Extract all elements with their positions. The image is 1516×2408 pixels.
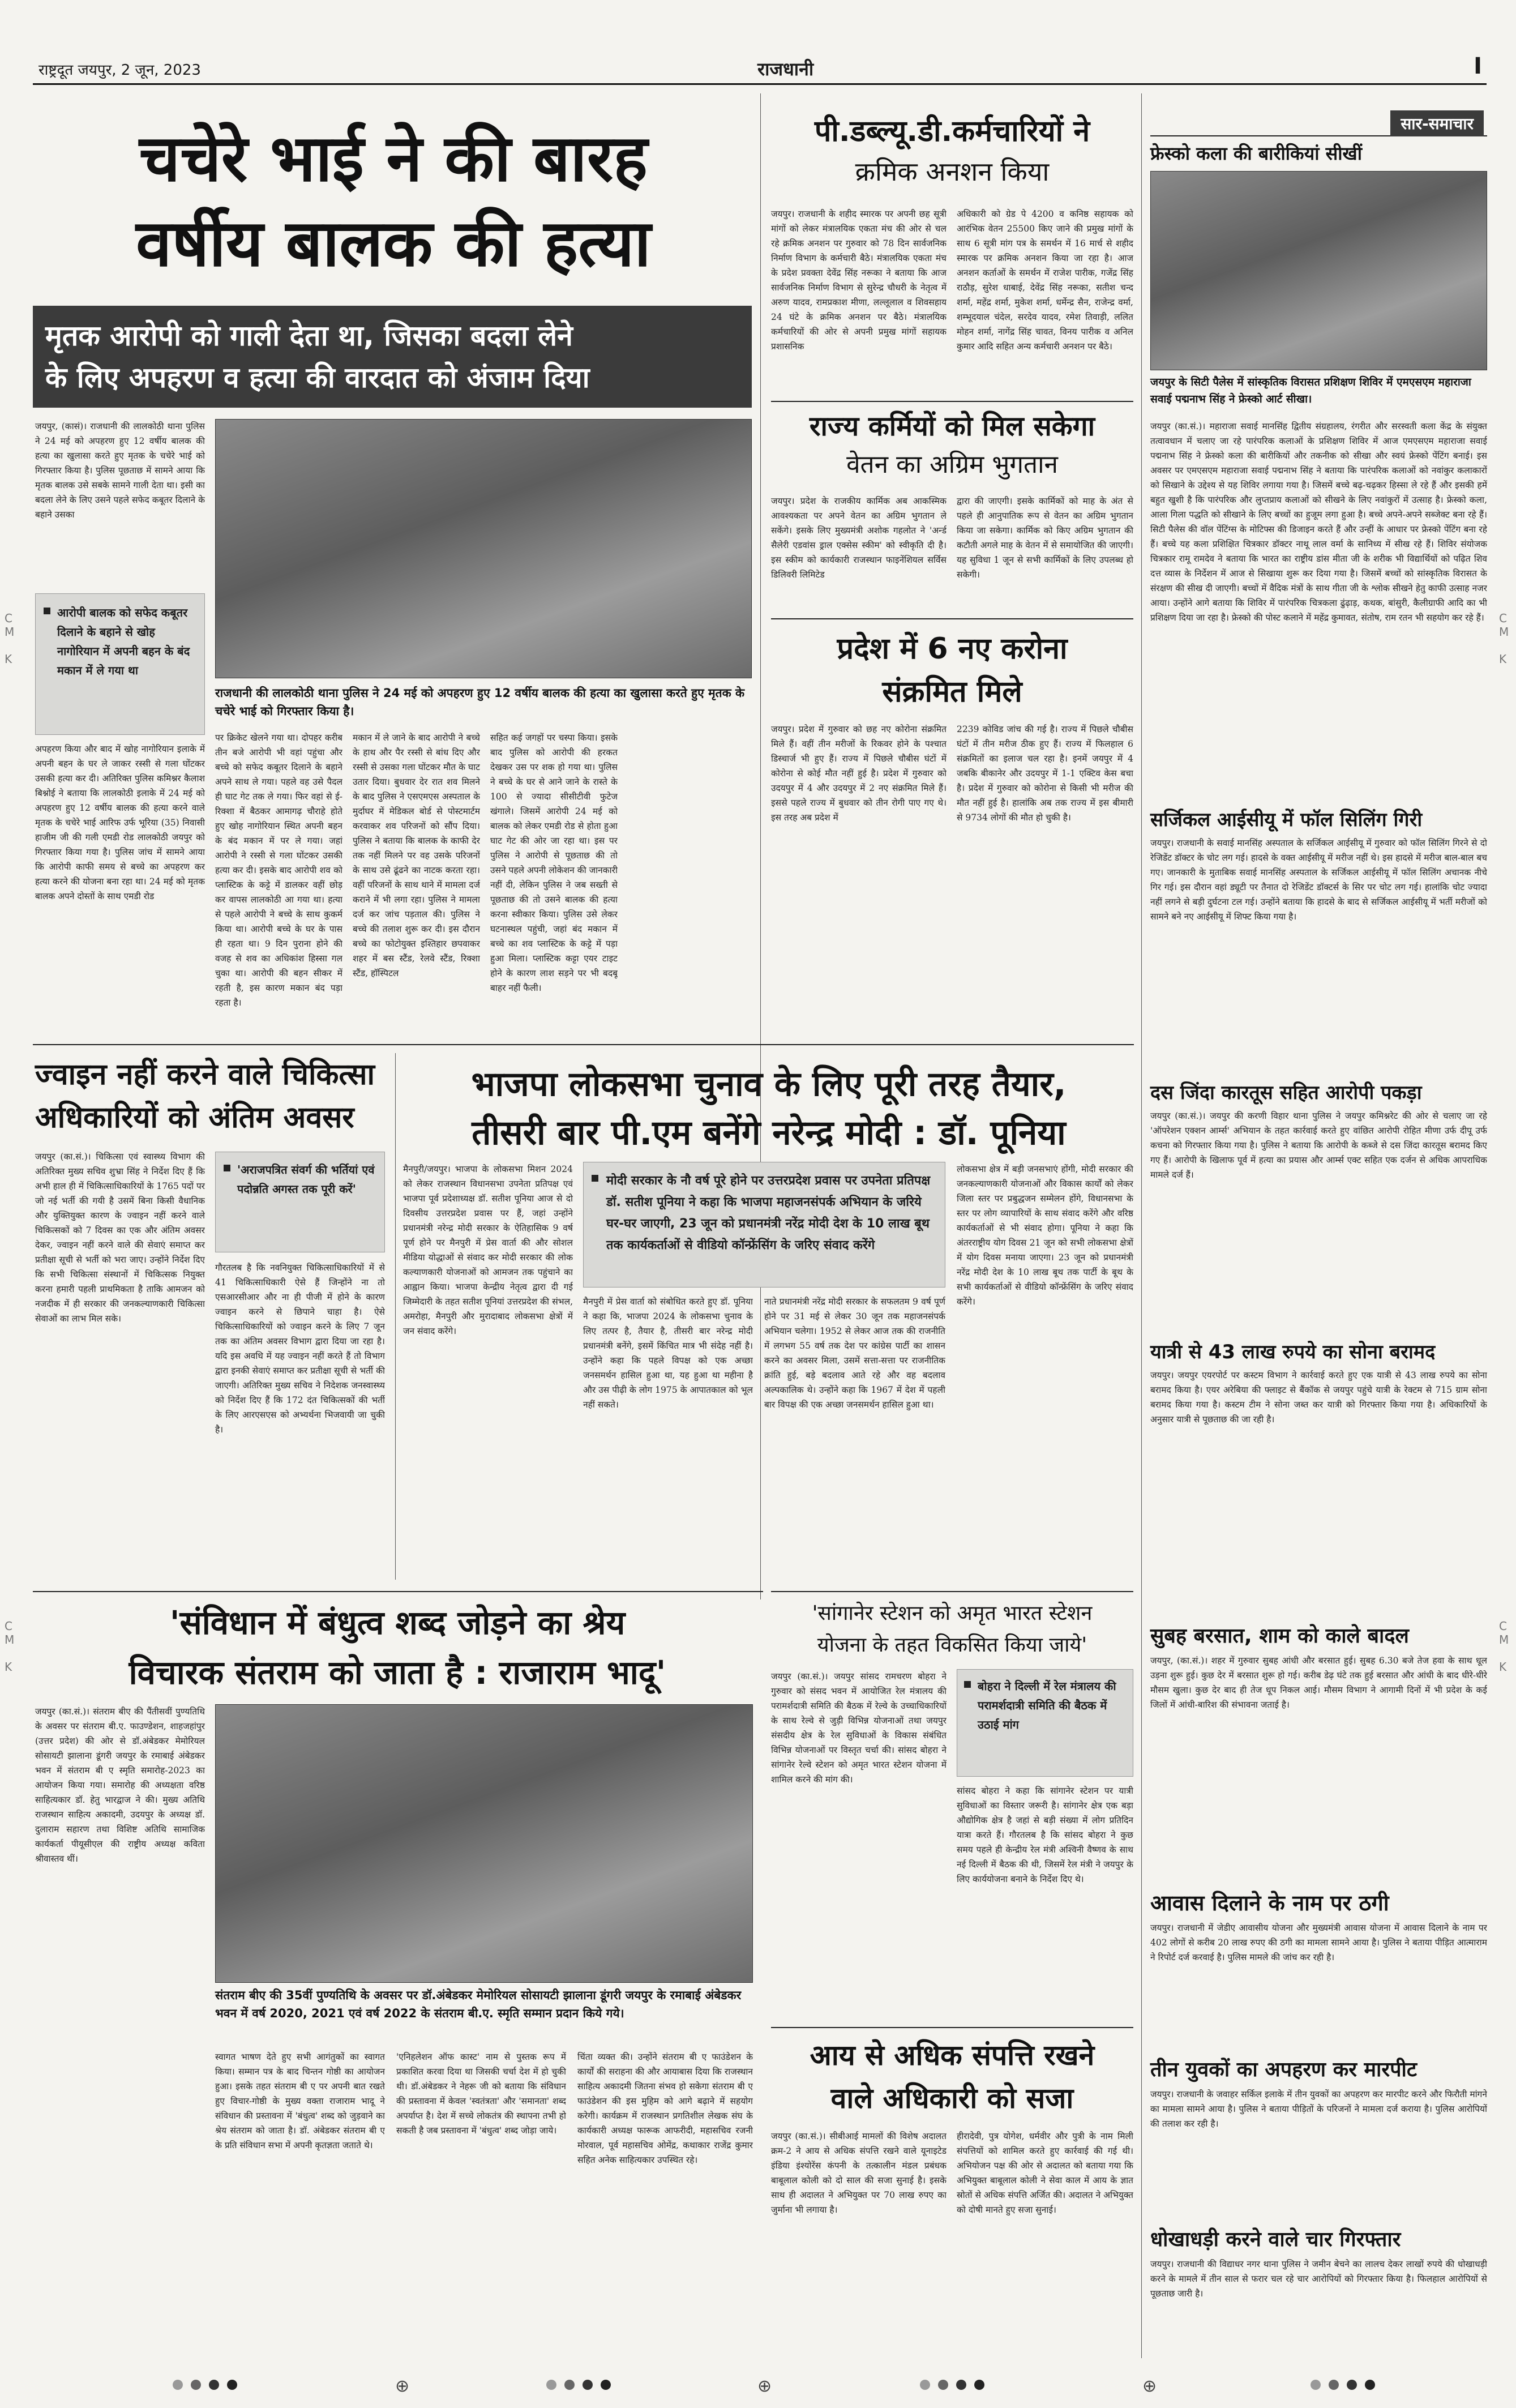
square-bullet-icon [592, 1175, 598, 1182]
bjp-column-1: मैनपुरी/जयपुर। भाजपा के लोकसभा मिशन 2024 को लेकर राजस्थान विधानसभा उपनेता प्रतिपक्ष एवं भाजपा पूर्व प्रदेशाध्यक्ष डॉ. सतीश पूनिया आज से दो दिवसीय उत्तरप्रदेश प्रवास पर हैं, जहां उन्होंने प्रधानमंत्री नरेन्द्र मोदी सरकार के ऐतिहासिक 9 वर्ष पूर्ण होने पर मैनपुरी में प्रेस वार्ता की और सोशल मीडिया योद्धाओं से संवाद कर मोदी सरकार की लोक कल्याणकारी योजनाओं को आमजन तक पहुंचाने का आह्वान किया। भाजपा केन्द्रीय नेतृत्व द्वारा दी गई जिम्मेदारी के तहत सतीश पूनियां उत्तरप्रदेश की संभल, अमरोहा, मैनपुरी और मुरादाबाद लोकसभा क्षेत्रों में जन संवाद करेंगे। [403, 1164, 573, 1336]
corruption-headline [771, 2034, 1133, 2120]
bjp-column-2: मैनपुरी में प्रेस वार्ता को संबोधित करते हुए डॉ. पूनिया ने कहा कि, भाजपा 2024 के लोकसभा चुनाव के लिए तत्पर है, तैयार है, तीसरी बार नरेन्द्र मोदी प्रधानमंत्री बनेंगे, इसमें किंचित मात्र भी संदेह नहीं है। उन्होंने कहा कि पहले विपक्ष को एक अच्छा जनसमर्थन हासिल हुआ था, यह हुआ था महीना है और उस पीढ़ी के लोग 1975 के आपातकाल को भूल नहीं सकते। [583, 1297, 753, 1410]
santaram-headline-line1: 'संविधान में बंधुत्व शब्द जोड़ने का श्रेय [169, 1603, 626, 1642]
salary-column-1: जयपुर। प्रदेश के राजकीय कार्मिक अब आकस्मिक आवश्यकता पर अपने वेतन का अग्रिम भुगतान ले सकेंगे। इसके लिए मुख्यमंत्री अशोक गहलोत ने 'अर्न्ड सैलेरी एडवांस ड्राल एक्सेस स्कीम' को स्वीकृति दी है। इस स्कीम को कार्यकारी राजस्थान फाइनेंशियल सर्विस डिलिवरी लिमिटेड [771, 496, 947, 580]
lead-photo-caption: राजधानी की लालकोठी थाना पुलिस ने 24 मई को अपहरण हुए 12 वर्षीय बालक की हत्या का खुलासा करते हुए मृतक के चचेरे भाई को गिरफ्तार किया है। [215, 686, 745, 718]
salary-headline-line1: राज्य कर्मियों को मिल सकेगा [809, 410, 1095, 442]
registration-dots-left [169, 2380, 241, 2392]
lead-headline-line1: चचेरे भाई ने की बारह [139, 121, 648, 196]
divider [771, 401, 1133, 402]
registration-target-icon: ⊕ [1142, 2376, 1157, 2396]
corona-column-2: 2239 कोविड जांच की गई है। राज्य में पिछले चौबीस घंटों में तीन मरीज ठीक हुए हैं। राज्य में फिलहाल 6 संक्रमितों का इलाज चल रहा है। इनमें जयपुर में 4 जबकि बीकानेर और उदयपुर में 1-1 एक्टिव केस बचा है। प्रदेश में गुरुवार को कोरोना से किसी भी मरीज की मौत नहीं हुई है। हालांकि अब तक राज्य में इस बीमारी से 9734 लोगों की मौत हो चुकी है। [957, 724, 1133, 823]
salary-headline-line2: वेतन का अग्रिम भुगतान [846, 450, 1058, 479]
rain-text: जयपुर, (का.सं.)। शहर में गुरुवार सुबह आंधी और बरसात हुई। सुबह 6.30 बजे तेज हवा के साथ धूल उड़ना शुरू हुई। कुछ देर में बरसात शुरू हो गई। करीब डेढ़ घंटे तक हुई बरसात और आंधी के बाद धीरे-धीरे मौसम खुला। कुछ देर बाद ही तेज धूप निकल आई। मौसम विभाग ने आगामी दिनों में भी प्रदेश के कई जिलों में आंधी-बारिश की संभावना जताई है। [1150, 1656, 1487, 1710]
bjp-column-4: लोकसभा क्षेत्र में बड़ी जनसभाएं होंगी, मोदी सरकार की जनकल्याणकारी योजनाओं और विकास कार्यों को लेकर जिला स्तर पर प्रबुद्धजन सम्मेलन होंगे, विधानसभा के स्तर पर लोग व्यापारियों के साथ संवाद करेंगे और वरिष्ठ कार्यकर्ताओं से भी संवाद होगा। पूनिया ने कहा कि अंतरराष्ट्रीय योग दिवस 21 जून को सभी लोकसभा क्षेत्रों में योग दिवस मनाया जाएगा। 23 जून को प्रधानमंत्री नरेंद्र मोदी देश के 10 लाख बूथ तक पार्टी के बूथ के सभी कार्यकर्ताओं से वीडियो कॉन्फ्रेंसिंग के जरिए संवाद करेंगे। [957, 1164, 1133, 1307]
santaram-column-4: चिंता व्यक्त की। उन्होंने संतराम बी ए फाउंडेशन के कार्यों की सराहना की और आयाबास दिया कि राजस्थान साहित्य अकादमी जितना संभव हो सकेगा संतराम बी ए फाउंडेशन की इस मुहिम को आगे बढ़ाने में सहयोग करेगी। कार्यक्रम में राजस्थान प्रगतिशील लेखक संघ के कार्यकारी अध्यक्ष फारूक आफरीदी, महासचिव रजनी मोरवाल, पूर्व महासचिव ओमेंद्र, कथाकार राजेंद्र कुमार सहित अनेक साहित्यकार उपस्थित रहे। [577, 2052, 753, 2165]
divider [771, 1591, 1133, 1592]
santaram-column-3: 'एनिहलेशन ऑफ कास्ट' नाम से पुस्तक रूप में प्रकाशित करवा दिया था जिसकी चर्चा देश में हो चुकी थी। डॉ.अंबेडकर ने नेहरू जी को बताया कि संविधान की प्रस्तावना में केवल 'स्वतंत्रता' और 'समानता' शब्द अपर्याप्त है। देश में सच्चे लोकतंत्र की स्थापना तभी हो सकती है जब प्रस्तावना में 'बंधुत्व' शब्द जोड़ा जाये। [396, 2052, 566, 2136]
column-rule [395, 1053, 396, 1580]
pwd-headline [771, 110, 1133, 191]
icu-text: जयपुर। राजधानी के सवाई मानसिंह अस्पताल के सर्जिकल आईसीयू में गुरुवार को फॉल सिलिंग गिरने से दो रेजिडेंट डॉक्टर के चोट लग गई। हादसे के वक्त आईसीयू में मरीज नहीं थे। इस हादसे में मरीज बाल-बाल बच गए। जानकारी के मुताबिक सवाई मानसिंह अस्पताल के सर्जिकल आईसीयू में फॉल सिलिंग अचानक नीचे गिर गई। इस दौरान वहां ड्यूटी पर तैनात दो रेजिडेंट डॉक्टर्स के सिर पर चोट लग गई। हालांकि चोट ज्यादा नहीं लगने से बड़ी दुर्घटना टल गई। उन्होंने बताया कि हादसे के बाद से सर्जिकल आईसीयू में भर्ती मरीजों को सामने बने नए आईसीयू में शिफ्ट किया गया है। [1150, 838, 1487, 922]
icu-headline: सर्जिकल आईसीयू में फॉल सिलिंग गिरी [1150, 809, 1423, 831]
pwd-column-1: जयपुर। राजधानी के शहीद स्मारक पर अपनी छह सूत्री मांगों को लेकर मंत्रालयिक एकता मंच की ओर से चल रहे क्रमिक अनशन पर गुरुवार को 78 दिन सार्वजनिक निर्माण विभाग के कर्मचारी बैठे। मंत्रालयिक एकता मंच के प्रदेश प्रवक्ता देवेंद्र सिंह नरूका ने बताया कि आज सार्वजनिक निर्माण विभाग से सुरेन्द्र चौधरी के नेतृत्व में अरुण यादव, रामप्रकाश मीणा, लल्लूलाल व शिवसहाय 24 घंटे के क्रमिक अनशन पर बैठे। मंत्रालयिक कर्मचारियों की ओर से अपनी प्रमुख मांगों सहायक प्रशासनिक [771, 209, 947, 352]
kidnap-text: जयपुर। राजधानी के जवाहर सर्किल इलाके में तीन युवकों का अपहरण कर मारपीट करने और फिरौती मांगने का मामला सामने आया है। पुलिस ने बताया पीड़ितों के परिजनों ने मामला दर्ज कराया है। पुलिस आरोपियों की तलाश कर रही है। [1150, 2089, 1487, 2129]
registration-dots-center [542, 2380, 615, 2392]
corona-headline [771, 627, 1133, 713]
housing-text: जयपुर। राजधानी में जेडीए आवासीय योजना और मुख्यमंत्री आवास योजना में आवास दिलाने के नाम पर 402 लोगों से करीब 20 लाख रुपए की ठगी का मामला सामने आया है। पुलिस ने बताया पीड़ित आत्माराम ने रिपोर्ट दर्ज करवाई है। पुलिस मामले की जांच कर रही है। [1150, 1923, 1487, 1962]
salary-headline [771, 407, 1133, 484]
lead-subhead [33, 306, 752, 408]
kidnap-headline: तीन युवकों का अपहरण कर मारपीट [1150, 2058, 1417, 2081]
page-number: I [1474, 53, 1482, 79]
rain-headline: सुबह बरसात, शाम को काले बादल [1150, 1624, 1409, 1648]
station-callout [957, 1669, 1133, 1777]
square-bullet-icon [964, 1681, 971, 1688]
fresco-photo [1150, 171, 1487, 370]
gold-text: जयपुर। जयपुर एयरपोर्ट पर कस्टम विभाग ने कार्रवाई करते हुए एक यात्री से 43 लाख रुपये का सोना बरामद किया है। एयर अरेबिया की फ्लाइट से बैंकॉक से जयपुर पहुंचे यात्री के रेक्टम से 715 ग्राम सोना बरामद किया गया है। कस्टम टीम ने सोना जब्त कर यात्री को गिरफ्तार किया गया है। अधिकारियों के अनुसार यात्री से पूछताछ की जा रही है। [1150, 1370, 1487, 1425]
lead-column-3: मकान में ले जाने के बाद आरोपी ने बच्चे के हाथ और पैर रस्सी से बांध दिए और रस्सी से उसका गला घोंटकर मौत के घाट उतार दिया। बुधवार देर रात शव मिलने के बाद पुलिस ने एसएमएस अस्पताल के मुर्दाघर में मेडिकल बोर्ड से पोस्टमार्टम करवाकर शव परिजनों को सौंप दिया। पुलिस ने बताया कि बालक के काफी देर तक नहीं मिलने पर वह उसके परिजनों के साथ उसे ढूंढने का नाटक करता रहा। वहीं परिजनों के साथ थाने में मामला दर्ज कराने में भी लगा रहा। पुलिस ने मामला दर्ज कर जांच पड़ताल की। पुलिस ने बच्चे की तलाश शुरू कर दी। इस दौरान बच्चे का फोटोयुक्त इश्तिहार छपवाकर शहर में बस स्टैंड, रेलवे स्टैंड, रिक्शा स्टैंड, हॉस्पिटल [353, 733, 480, 978]
crop-mark-right: C M K [1499, 611, 1509, 666]
santaram-photo-caption: संतराम बीए की 35वीं पुण्यतिथि के अवसर पर डॉ.अंबेडकर मेमोरियल सोसायटी झालाना डूंगरी जयपुर के रमाबाई अंबेडकर भवन में वर्ष 2020, 2021 एवं वर्ष 2022 के संतराम बी.ए. स्मृति सम्मान प्रदान किये गये। [215, 1988, 742, 2020]
fraud-headline: धोखाधड़ी करने वाले चार गिरफ्तार [1150, 2228, 1401, 2251]
column-rule [1141, 93, 1142, 2358]
corruption-column-1: जयपुर (का.सं.)। सीबीआई मामलों की विशेष अदालत क्रम-2 ने आय से अधिक संपत्ति रखने वाले यूनाइटेड इंडिया इंश्योरेंस कंपनी के तत्कालीन मंडल प्रबंधक बाबूलाल कोली को दो साल की सजा सुनाई है। इसके साथ ही अदालत ने अभियुक्त पर 70 लाख रुपए का जुर्माना भी लगाया है। [771, 2131, 947, 2215]
footer-registration [33, 2375, 1487, 2398]
santaram-photo [215, 1704, 753, 1983]
santaram-headline [35, 1598, 760, 1697]
column-rule [760, 93, 761, 1599]
station-callout-text: बोहरा ने दिल्ली में रेल मंत्रालय की परामर्शदात्री समिति की बैठक में उठाई मांग [978, 1679, 1116, 1731]
lead-subhead-line2: के लिए अपहरण व हत्या की वारदात को अंजाम दिया [45, 361, 590, 394]
news-brief-label [1150, 110, 1487, 136]
fraud-text: जयपुर। राजधानी की विद्याधर नगर थाना पुलिस ने जमीन बेचने का लालच देकर लाखों रुपये की धोखाधड़ी करने के मामले में तीन साल से फरार चल रहे चार आरोपियों को गिरफ्तार किया है। फिलहाल आरोपियों से पूछताछ जारी है। [1150, 2259, 1487, 2299]
divider [33, 1591, 763, 1592]
crop-mark-left-2: C M K [5, 1619, 15, 1674]
bjp-headline [403, 1060, 1134, 1157]
pwd-column-2: अधिकारी को ग्रेड पे 4200 व कनिष्ठ सहायक को आरंभिक वेतन 25500 किए जाने की प्रमुख मांगों के साथ 6 सूत्री मांग पत्र के समर्थन में 16 मार्च से शहीद स्मारक पर क्रमिक अनशन किया जा रहा है। आज अनशन कर्ताओं के समर्थन में राजेश पारीक, गजेंद्र सिंह राठौड़, सुरेश धाबाई, देवेंद्र सिंह नरूका, सतीश चन्द शर्मा, महेंद्र शर्मा, मुकेश शर्मा, धर्मेन्द्र सैन, राजेन्द्र वर्मा, शम्भूदयाल चंदेल, सरदेव यादव, रमेश तिवाड़ी, ललित मोहन शर्मा, नागेंद्र सिंह चावत, विनय पारीक व अनिल कुमार आदि सहित अन्य कर्मचारी अनशन पर बैठे। [957, 209, 1133, 352]
registration-dots-right [916, 2380, 988, 2392]
doctors-headline [35, 1053, 386, 1139]
corona-column-1: जयपुर। प्रदेश में गुरुवार को छह नए कोरोना संक्रमित मिले हैं। वहीं तीन मरीजों के रिकवर होने के पश्चात डिस्चार्ज भी हुए हैं। राज्य में पिछले चौबीस घंटों में कोरोना से कोई मौत नहीं हुई है। प्रदेश में गुरुवार को उदयपुर में 4 और उदयपुर में 2 नए संक्रमित मिले हैं। इससे पहले राज्य में बुधवार को तीन रोगी पाए गए थे। इस तरह अब प्रदेश में [771, 724, 947, 823]
corona-headline-line1: प्रदेश में 6 नए करोना [837, 632, 1068, 666]
bjp-callout-text: मोदी सरकार के नौ वर्ष पूरे होने पर उत्तरप्रदेश प्रवास पर उपनेता प्रतिपक्ष डॉ. सतीश पूनिया ने कहा कि भाजपा महाजनसंपर्क अभियान के जरिये घर-घर जाएगी, 23 जून को प्रधानमंत्री नरेंद्र मोदी देश के 10 लाख बूथ तक कार्यकर्ताओं से वीडियो कॉन्फ्रेंसिंग के जरिए संवाद करेंगे [606, 1174, 931, 1252]
corruption-column-2: हीरादेवी, पुत्र योगेश, धर्मवीर और पुत्री के नाम मिली संपत्तियों को शामिल करते हुए कार्रवाई की गई थी। अभियोजन पक्ष की ओर से अदालत को बताया गया कि अभियुक्त बाबूलाल कोली ने सेवा काल में आय के ज्ञात स्रोतों से अधिक संपत्ति अर्जित की। अदालत ने अभियुक्त को दोषी मानते हुए सजा सुनाई। [957, 2131, 1133, 2215]
pwd-headline-line2: क्रमिक अनशन किया [855, 156, 1050, 187]
arrest-headline: दस जिंदा कारतूस सहित आरोपी पकड़ा [1150, 1081, 1422, 1104]
gold-headline: यात्री से 43 लाख रुपये का सोना बरामद [1150, 1341, 1436, 1363]
lead-column-2: पर क्रिकेट खेलने गया था। दोपहर करीब तीन बजे आरोपी भी वहां पहुंचा और बच्चे को सफेद कबूतर दिलाने के बहाने अपने साथ ले गया। पहले वह उसे पैदल ही घाट गेट तक ले गया। फिर वहां से ई-रिक्शा में बैठकर आमागढ़ चौराहे होते हुए खोह नागोरियान स्थित अपनी बहन के बंद मकान में पर ले गया। जहां आरोपी ने रस्सी से गला घोंटकर उसकी हत्या कर दी। इसके बाद आरोपी शव को प्लास्टिक के कट्टे में डालकर वहीं छोड़ कर वापस लालकोठी आ गया था। हत्या से पहले आरोपी ने बच्चे के साथ कुकर्म किया था। आरोपी बच्चे के घर के पास ही रहता था। 9 दिन पुराना होने की वजह से शव का अधिकांश हिस्सा गल चुका था। आरोपी की बहन सीकर में रहती है, इस कारण मकान बंद पड़ा रहता है। [215, 733, 342, 1008]
crop-mark-right-2: C M K [1499, 1619, 1509, 1674]
registration-target-icon: ⊕ [395, 2376, 410, 2396]
lead-column-4: सहित कई जगहों पर चस्पा किया। इसके बाद पुलिस को आरोपी की हरकत देखकर उस पर शक हो गया था। पुलिस ने बच्चे के घर से आने जाने के रास्ते के 100 से ज्यादा सीसीटीवी फुटेज खंगाले। जिसमें आरोपी 24 मई को बालक को लेकर एमडी रोड से होता हुआ घाट गेट की ओर जा रहा था। इस पर पुलिस ने आरोपी से पूछताछ की तो उसने पहले अपनी लोकेशन की जानकारी नहीं दी, लेकिन पुलिस ने जब सख्ती से पूछताछ की तो उसने बालक की हत्या करना स्वीकार किया। पुलिस उसे लेकर घटनास्थल पहुंची, जहां बंद मकान में बच्चे का शव प्लास्टिक के कट्टे में पड़ा हुआ मिला। प्लास्टिक कट्टा एयर टाइट होने के कारण लाश सड़ने पर भी बदबू बाहर नहीं फैली। [490, 733, 618, 993]
bjp-headline-line1: भाजपा लोकसभा चुनाव के लिए पूरी तरह तैयार, [471, 1064, 1067, 1104]
news-brief-label-text: सार-समाचार [1390, 110, 1484, 136]
lead-column-1-bottom: अपहरण किया और बाद में खोह नागोरियान इलाके में अपनी बहन के घर ले जाकर रस्सी से गला घोंटकर उसकी हत्या कर दी। अतिरिक्त पुलिस कमिश्नर कैलाश बिश्नोई ने बताया कि लालकोठी इलाके में 24 मई को अपहरण हुए 12 वर्षीय बालक की हत्या करने वाले मृतक के चचेरे भाई आरिफ उर्फ भूरिया (35) निवासी हाजीम जी की गली एमडी रोड लालकोठी जयपुर को गिरफ्तार किया गया है। पुलिस जांच में सामने आया कि आरोपी काफी समय से बच्चे का अपहरण कर हत्या करने की योजना बना रहा था। 24 मई को मृतक बालक अपने दोस्तों के साथ एमडी रोड [35, 744, 205, 901]
registration-dots-far-right [1307, 2380, 1379, 2392]
fresco-photo-caption: जयपुर के सिटी पैलेस में सांस्कृतिक विरासत प्रशिक्षण शिविर में एमएसएम महाराजा सवाई पद्मनाभ सिंह ने फ्रेस्को आर्ट सीखा। [1150, 376, 1471, 405]
pwd-headline-line1: पी.डब्ल्यू.डी.कर्मचारियों ने [814, 114, 1090, 148]
station-headline-line1: 'सांगानेर स्टेशन को अमृत भारत स्टेशन [812, 1602, 1093, 1625]
santaram-column-2: स्वागत भाषण देते हुए सभी आगंतुकों का स्वागत किया। सम्मान पत्र के बाद चिन्तन गोष्ठी का आयोजन हुआ। इसके तहत संतराम बी ए पर अपनी बात रखते हुए विचार-गोष्ठी के मुख्य वक्ता राजाराम भादू ने संविधान की प्रस्तावना में 'बंधुत्व' शब्द को जुड़वाने का श्रेय संतराम को जाता है। डॉ. अंबेडकर संतराम बी ए के प्रति संविधान सभा में अपनी कृतज्ञता जताते थे। [215, 2052, 385, 2150]
crop-mark-left: C M K [5, 611, 15, 666]
registration-target-icon: ⊕ [757, 2376, 772, 2396]
divider [771, 2027, 1133, 2028]
lead-subhead-line1: मृतक आरोपी को गाली देता था, जिसका बदला लेने [45, 319, 573, 352]
salary-column-2: द्वारा की जाएगी। इसके कार्मिकों को माह के अंत से पहले ही आनुपातिक रूप से वेतन का अग्रिम भुगतान किया जा सकेगा। कार्मिक को किए अग्रिम भुगतान की कटौती अगले माह के वेतन में से समायोजित की जाएगी। यह सुविधा 1 जून से सभी कार्मिकों के लिए उपलब्ध हो सकेगी। [957, 496, 1133, 580]
station-column-1: जयपुर (का.सं.)। जयपुर सांसद रामचरण बोहरा ने गुरुवार को संसद भवन में आयोजित रेल मंत्रालय की परामर्शदात्री समिति की बैठक में रेल्वे के उच्चाधिकारियों के साथ रेल्वे से जुड़ी विभिन्न योजनाओं तथा जयपुर संसदीय क्षेत्र के रेल सुविधाओं के विकास संबंधित विभिन्न योजनाओं पर विस्तृत चर्चा की। सांसद बोहरा ने सांगानेर रेल्वे स्टेशन को अमृत भारत स्टेशन योजना में शामिल करने की मांग की। [771, 1671, 947, 1785]
doctors-column-2: गौरतलब है कि नवनियुक्त चिकित्साधिकारियों में से 41 चिकित्साधिकारी ऐसे हैं जिन्होंने ना तो एसआरसीआर और ना ही पीजी में होने के कारण ज्वाइन करने से छिपाने चाहा है। ऐसे चिकित्साधिकारियों को ज्वाइन करने के लिए 7 जून तक का अंतिम अवसर विभाग द्वारा दिया जा रहा है। यदि इस अवधि में यह ज्वाइन नहीं करते हैं तो विभाग द्वारा इनकी सेवाएं समाप्त कर प्रतीक्षा सूची से भर्ती की जाएगी। अतिरिक्त मुख्य सचिव ने निदेशक जनस्वास्थ्य को निर्देश दिए हैं कि 172 दंत चिकित्सकों की भर्ती के लिए आरएसएस को अभ्यर्थना भिजवायी जा चुकी है। [215, 1263, 385, 1435]
housing-headline: आवास दिलाने के नाम पर ठगी [1150, 1891, 1389, 1915]
doctors-headline-line1: ज्वाइन नहीं करने वाले चिकित्सा [35, 1058, 375, 1092]
santaram-column-1: जयपुर (का.सं.)। संतराम बीए की पैंतीसवीं पुण्यतिथि के अवसर पर संतराम बी.ए. फाउण्डेशन, शाहजहांपुर (उत्तर प्रदेश) की ओर से डॉ.अंबेडकर मेमोरियल सोसायटी झालाना डूंगरी जयपुर के रमाबाई अंबेडकर भवन में संतराम बी ए स्मृति समारोह-2023 का आयोजन किया गया। समारोह की अध्यक्षता वरिष्ठ साहित्यकार डॉ. हेतु भारद्वाज ने की। मुख्य अतिथि राजस्थान साहित्य अकादमी, उदयपुर के अध्यक्ष डॉ. दुलाराम सहारण तथा विशिष्ट अतिथि सामाजिक कार्यकर्ता पीयूसीएल की राष्ट्रीय अध्यक्ष कविता श्रीवास्तव थीं। [35, 1706, 205, 1864]
doctors-pullquote [215, 1152, 385, 1252]
arrest-text: जयपुर (का.सं.)। जयपुर की करणी विहार थाना पुलिस ने जयपुर कमिश्नरेट की ओर से चलाए जा रहे 'ऑपरेशन एक्शन आर्म्स' अभियान के तहत कार्रवाई करते हुए वांछित आरोपी रोहित मीणा उर्फ दीपू उर्फ कचना को गिरफ्तार किया गया है। पुलिस ने बताया कि आरोपी के कब्जे से दस जिंदा कारतूस बरामद किए गए हैं। आरोपी के खिलाफ पूर्व में हत्या का प्रयास और आर्म्स एक्ट सहित एक दर्जन से अधिक आपराधिक मामले दर्ज हैं। [1150, 1111, 1487, 1180]
section-name: राजधानी [757, 58, 814, 80]
lead-photo [215, 419, 752, 678]
bjp-headline-line2: तीसरी बार पी.एम बनेंगे नरेन्द्र मोदी : डॉ. पूनिया [472, 1113, 1066, 1153]
fresco-headline: फ्रेस्को कला की बारीकियां सीखीं [1150, 143, 1363, 164]
doctors-column-1: जयपुर (का.सं.)। चिकित्सा एवं स्वास्थ्य विभाग की अतिरिक्त मुख्य सचिव शुभ्रा सिंह ने निर्देश दिए हैं कि अभी हाल ही में चिकित्साधिकारियों के 1765 पदों पर जो नई भर्ती की गयी है उसमें बिना किसी वैधानिक और युक्तियुक्त कारण के ज्वाइन नहीं करने वाले चिकित्सकों को 7 दिवस का एक और अंतिम अवसर देकर, ज्वाइन नहीं करने वाले की सेवाएं समाप्त कर प्रतीक्षा सूची से भर्ती को भरा जाए। उन्होंने निर्देश दिए कि सभी चिकित्सा संस्थानों में चिकित्सक नियुक्त करना हमारी पहली प्राथमिकता है ताकि आमजन को नजदीक में ही सरकार की जनकल्याणकारी चिकित्सा सेवाओं का लाभ मिल सके। [35, 1152, 205, 1324]
paper-name-date: राष्ट्रदूत जयपुर, 2 जून, 2023 [38, 62, 201, 79]
station-headline [771, 1598, 1133, 1661]
santaram-headline-line2: विचारक संतराम को जाता है : राजाराम भादू' [129, 1653, 666, 1692]
lead-pullquote [35, 593, 205, 735]
lead-headline-line2: वर्षीय बालक की हत्या [136, 206, 651, 281]
masthead [33, 52, 1487, 85]
square-bullet-icon [224, 1165, 230, 1171]
lead-pullquote-text: आरोपी बालक को सफेद कबूतर दिलाने के बहाने से खोह नागोरियान में अपनी बहन के बंद मकान में ले गया था [57, 606, 190, 677]
corona-headline-line2: संक्रमित मिले [882, 675, 1022, 709]
lead-column-5 [627, 730, 752, 1036]
doctors-pullquote-text: 'अराजपत्रित संवर्ग की भर्तियां एवं पदोन्नति अगस्त तक पूरी करें' [237, 1163, 375, 1196]
square-bullet-icon [44, 608, 50, 614]
lead-headline [40, 116, 747, 286]
corruption-headline-line2: वाले अधिकारी को सजा [830, 2082, 1074, 2115]
fresco-text: जयपुर (का.सं.)। महाराजा सवाई मानसिंह द्वितीय संग्रहालय, रंगरीत और सरस्वती कला केंद्र के संयुक्त तत्वावधान में चलाए जा रहे पारंपरिक कलाओं के प्रशिक्षण शिविर में आज एमएसएम महाराजा सवाई पद्मनाभ सिंह ने फ्रेस्को कला की बारीकियों और तकनीक को सीखा और स्वयं फ्रेस्को पेंटिंग बनाई। इस अवसर पर एमएसएम महाराजा सवाई पद्मनाभ सिंह ने बताया कि पारंपरिक कलाओं को नवांकुर कलाकारों को सिखाने के उद्देश्य से यह शिविर लगाया गया है। जिसमें बच्चे बढ़-चढ़कर हिस्सा ले रहे हैं और इसकी हमें बहुत खुशी है कि पारंपरिक और लुप्तप्राय कलाओं को सीखने के लिए नवांकुरों में उत्साह है। फ्रेस्को कला, आला गिला पद्धति को सीखाने के लिए बच्चों का हुजूम लगा हुआ है। बच्चे अपने-अपने सब्जेक्ट बना रहे हैं। सिटी पैलेस की वॉल पेंटिंग्स के मोटिफ्स की डिजाइन करते हैं और उन्हीं के आधार पर फ्रेस्को पेंटिंग बना रहे हैं। बच्चे यह कला प्रशिक्षित चित्रकार डॉक्टर नाथू लाल वर्मा के सानिध्य में सीख रहे हैं। शिविर संयोजक चित्रकार रामू रामदेव ने बताया कि भारत का राष्ट्रीय डांस मीता जी के शरीक भी विद्यार्थियों को पढ़ित शिव दत्त व्यास के निर्देशन में आज से सिखाया शुरू कर दिया गया है। जिसमें बच्चों को सांस्कृतिक विरासत के संरक्षण की सीख दी जाएगी। बच्चों में वैदिक मंत्रों के साथ गीता जी के श्लोक सीखने हेतु काफी उत्साह नजर आया। उन्होंने आगे बताया कि शिविर में पारंपरिक चित्रकला ढुंढ़ाड़, कथक, बांसुरी, कैलीग्राफी आदि का भी प्रशिक्षण दिया जा रहा है। फ्रेस्को की पोस्ट कलाने में महेंद्र कुमावत, संतोष, राम रतन भी सहयोग कर रहे हैं। [1150, 421, 1487, 623]
divider [33, 1044, 1134, 1045]
doctors-headline-line2: अधिकारियों को अंतिम अवसर [35, 1101, 354, 1135]
bjp-callout [583, 1162, 945, 1288]
divider [771, 618, 1133, 619]
lead-column-1-top: जयपुर, (कासं)। राजधानी की लालकोठी थाना पुलिस ने 24 मई को अपहरण हुए 12 वर्षीय बालक की हत्या का खुलासा करते हुए मृतक के चचेरे भाई को गिरफ्तार किया है। पुलिस पूछताछ में सामने आया कि मृतक बालक उसे सबके सामने गाली देता था। इसी का बदला लेने के लिए उसने पहले सफेद कबूतर दिलाने के बहाने उसका [35, 421, 205, 520]
station-headline-line2: योजना के तहत विकसित किया जाये' [817, 1633, 1087, 1657]
station-column-2: सांसद बोहरा ने कहा कि सांगानेर स्टेशन पर यात्री सुविधाओं का विस्तार जरूरी है। सांगानेर क्षेत्र एक बड़ा औद्योगिक क्षेत्र है जहां से बड़ी संख्या में लोग प्रतिदिन यात्रा करते हैं। गौरतलब है कि सांसद बोहरा ने कुछ समय पहले ही केन्द्रीय रेल मंत्री अश्विनी वैष्णव के साथ नई दिल्ली में बैठक की थी, जिसमें रेल मंत्री ने जयपुर के लिए कार्ययोजना बनाने के निर्देश दिए थे। [957, 1786, 1133, 1884]
bjp-column-3: नाते प्रधानमंत्री नरेंद्र मोदी सरकार के सफलतम 9 वर्ष पूर्ण होने पर 31 मई से लेकर 30 जून तक महाजनसंपर्क अभियान चलेगा। 1952 से लेकर आज तक की राजनीति में लगभग 55 वर्ष तक देश पर कांग्रेस पार्टी का शासन करने का अवसर मिला, उसमें सत्ता-सत्ता पर राजनीतिक क्रांति हुई, बड़े बदलाव आते रहे और वह बदलाव अल्पकालिक थे। उन्होंने कहा कि 1967 में देश में पहली बार विपक्ष की एक अच्छा जनसमर्थन हासिल हुआ था। [764, 1297, 945, 1410]
corruption-headline-line1: आय से अधिक संपत्ति रखने [810, 2039, 1095, 2072]
